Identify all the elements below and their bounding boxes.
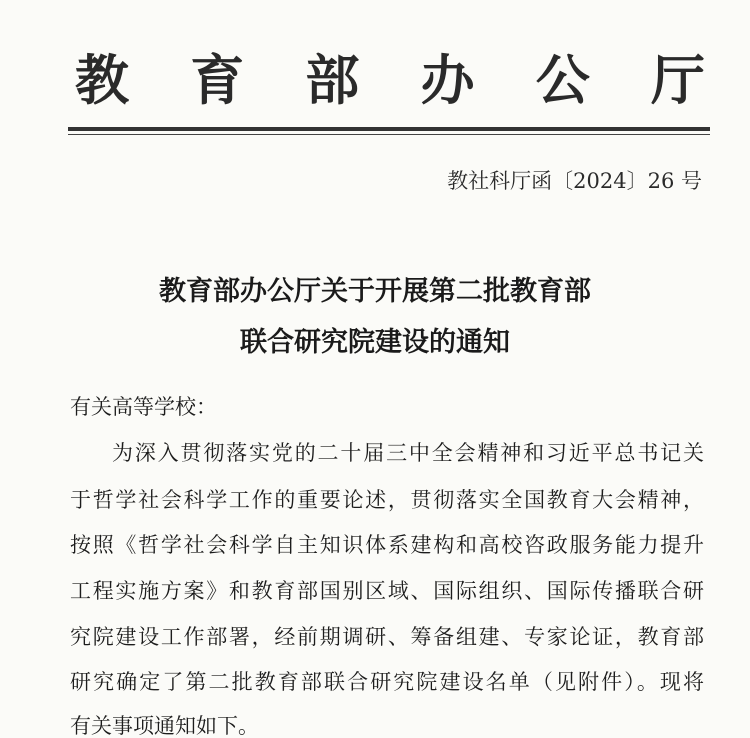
header-divider-thick xyxy=(68,127,710,131)
body-text-line: 究院建设工作部署，经前期调研、筹备组建、专家论证，教育部 xyxy=(70,625,704,649)
body-text-line: 工程实施方案》和教育部国别区域、国际组织、国际传播联合研 xyxy=(70,579,704,603)
body-text-line: 研究确定了第二批教育部联合研究院建设名单（见附件）。现将 xyxy=(70,670,704,694)
header-char: 办 xyxy=(420,48,475,112)
header-char: 部 xyxy=(305,48,360,112)
document-title-line-1: 教育部办公厅关于开展第二批教育部 xyxy=(159,276,591,307)
body-text-line: 按照《哲学社会科学自主知识体系建构和高校咨政服务能力提升 xyxy=(70,533,704,557)
header-char: 厅 xyxy=(650,48,705,112)
body-text-line: 有关事项通知如下。 xyxy=(70,714,259,738)
salutation: 有关高等学校： xyxy=(70,395,217,419)
header-divider-thin xyxy=(68,134,710,135)
issuing-office-header xyxy=(70,44,710,116)
body-text-line: 为深入贯彻落实党的二十届三中全会精神和习近平总书记关 xyxy=(112,441,704,465)
header-char: 教 xyxy=(75,48,129,112)
header-char: 育 xyxy=(190,48,245,112)
document-title-line-2: 联合研究院建设的通知 xyxy=(240,327,510,358)
document-number: 教社科厅函〔2024〕26 号 xyxy=(447,169,702,193)
body-text-line: 于哲学社会科学工作的重要论述，贯彻落实全国教育大会精神， xyxy=(70,488,704,512)
header-char: 公 xyxy=(535,48,590,112)
